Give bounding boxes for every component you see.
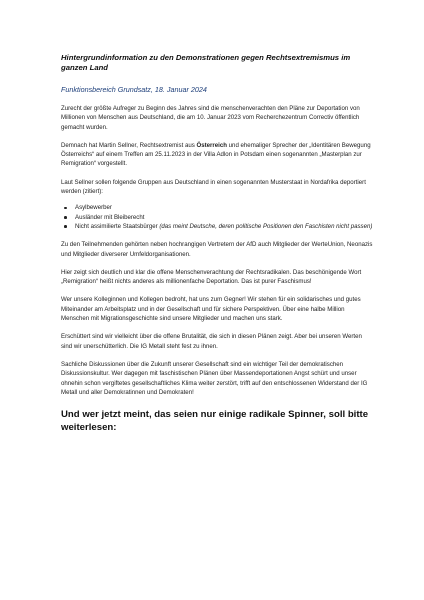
- list-item: [61, 203, 373, 212]
- paragraph-sellner-part-c: und ehemaliger Sprecher der „Identitären Bewegung Österreichs“ auf einem Treffen am 25.11.2023 in der Villa Adlon in Potsdam einen sogenannten „Masterplan zur Remigration“ vorgestellt.: [61, 141, 371, 168]
- paragraph-groups-intro: Laut Sellner sollen folgende Gruppen aus Deutschland in einen sogenannten Musterstaat in Nordafrika deportiert werden (zitiert):: [61, 178, 366, 196]
- paragraph-values: Erschüttert sind wir vielleicht über die offene Brutalität, die sich in diesen Plänen zeigt. Aber bei unseren Werten sind wir unerschütterlich. Die IG Metall steht fest zu ihnen.: [61, 333, 362, 350]
- closing-statement: Und wer jetzt meint, das seien nur einige radikale Spinner, soll bitte weiterlesen:: [61, 409, 369, 433]
- paragraph-sellner: [61, 141, 373, 169]
- document-title: Hintergrundinformation zu den Demonstrationen gegen Rechtsextremismus im ganzen Land: [61, 53, 351, 72]
- list-item-text: Ausländer mit Bleiberecht: [75, 213, 145, 221]
- document-subtitle: Funktionsbereich Grundsatz, 18. Januar 2024: [61, 85, 207, 94]
- list-item: [61, 222, 373, 231]
- list-item: [61, 213, 373, 222]
- paragraph-discussion: Sachliche Diskussionen über die Zukunft unserer Gesellschaft sind ein wichtiger Teil der demokratischen Diskussionskultur. Wer dagegen mit faschistischen Plänen über Massendeportationen Angst schürt und unser ohnehin schon vergiftetes gesellschaftliches Klima weiter zerstört, trifft auf den entschlossenen Widerstand der IG Metall und aller Demokratinnen und Demokraten!: [61, 360, 368, 396]
- paragraph-intro: Zurecht der größte Aufreger zu Beginn des Jahres sind die menschenverachten den Pläne zur Deportation von Millionen von Menschen aus Deutschland, die am 10. Januar 2023 vom Recherchezentrum Correctiv öffentlich gemacht wurden.: [61, 105, 360, 131]
- paragraph-sellner-country: Österreich: [196, 141, 227, 149]
- list-item-text: Asylbewerber: [75, 204, 112, 212]
- paragraph-sellner-part-a: Demnach hat Martin Sellner, Rechtsextremist aus: [61, 141, 197, 149]
- document-body: [61, 53, 373, 434]
- paragraph-fascism: Hier zeigt sich deutlich und klar die offene Menschenverachtung der Rechtsradikalen. Das beschönigende Wort „Remigration“ heißt nichts anderes als millionenfache Deportation. Das ist purer Faschismus!: [61, 268, 362, 286]
- list-item-text: Nicht assimilierte Staatsbürger: [75, 222, 160, 230]
- deportation-groups-list: [61, 203, 373, 231]
- list-item-note: (das meint Deutsche, deren politische Positionen den Faschisten nicht passen): [159, 222, 373, 230]
- paragraph-participants: Zu den Teilnehmenden gehörten neben hochrangigen Vertretern der AfD auch Mitglieder der WerteUnion, Neonazis und Mitglieder diverserer Umfeldorganisationen.: [61, 241, 373, 258]
- paragraph-solidarity: Wer unsere Kolleginnen und Kollegen bedroht, hat uns zum Gegner! Wir stehen für ein solidarisches und gutes Miteinander am Arbeitsplatz und in der Gesellschaft und für sichere Perspektiven. Über eine halbe Million Menschen mit Migrationsgeschichte sind unsere Mitglieder und machen uns stark.: [61, 296, 361, 323]
